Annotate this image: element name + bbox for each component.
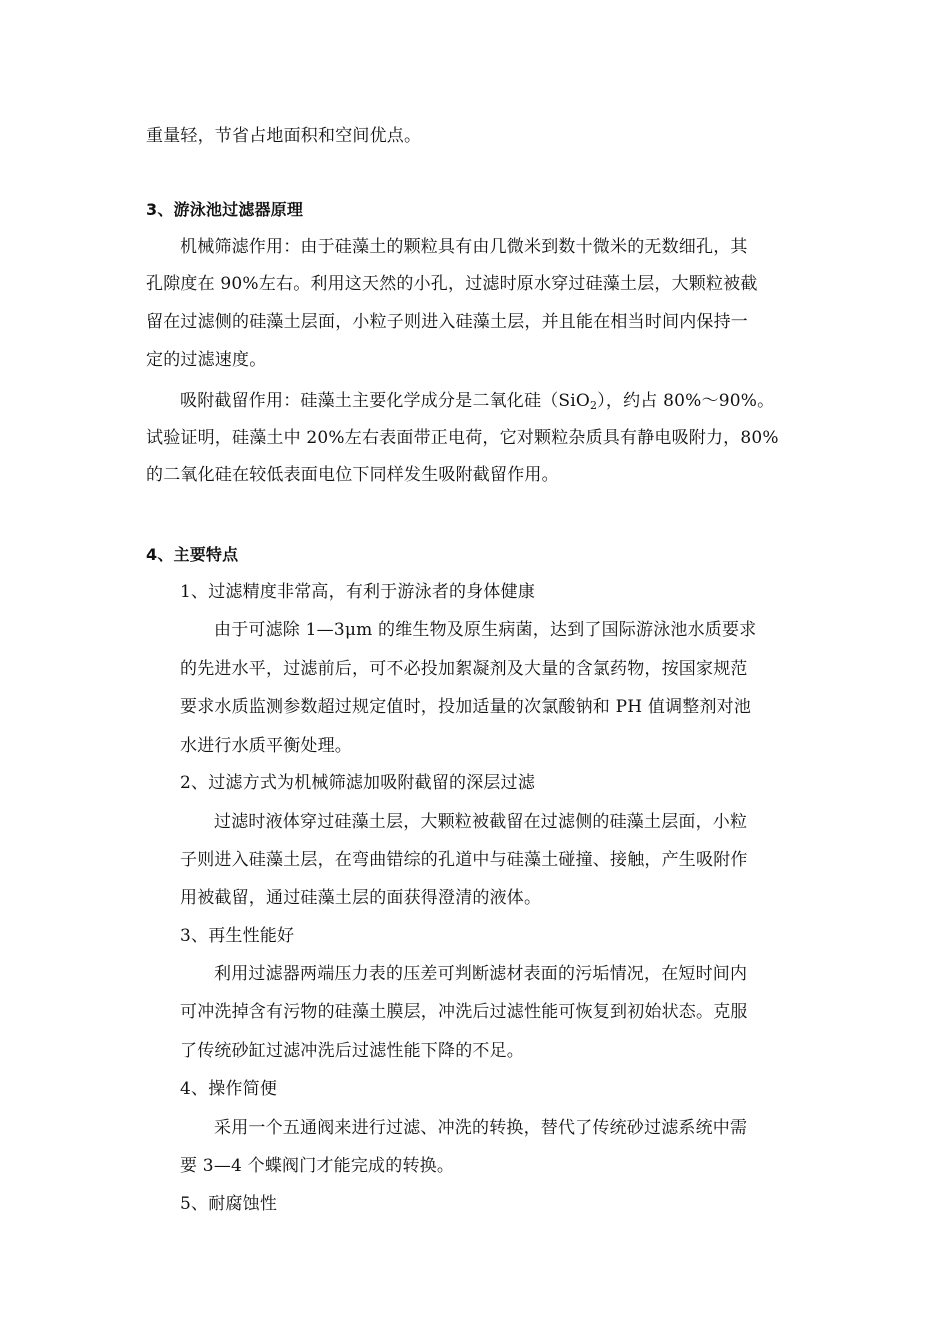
paragraph-line: 利用过滤器两端压力表的压差可判断滤材表面的污垢情况，在短时间内 — [214, 964, 748, 984]
text-fragment: ），约占 80%～90%。 — [597, 391, 775, 411]
feature-title: 2、过滤方式为机械筛滤加吸附截留的深层过滤 — [180, 773, 536, 793]
section-4-heading: 4、主要特点 — [146, 545, 239, 564]
feature-title: 4、操作简便 — [180, 1079, 278, 1099]
paragraph-line: 了传统砂缸过滤冲洗后过滤性能下降的不足。 — [180, 1041, 524, 1061]
paragraph-line-sio2 — [180, 391, 774, 411]
paragraph-line: 的二氧化硅在较低表面电位下同样发生吸附截留作用。 — [146, 465, 559, 485]
paragraph-line: 定的过滤速度。 — [146, 350, 267, 370]
paragraph-line: 用被截留，通过硅藻土层的面获得澄清的液体。 — [180, 888, 542, 908]
paragraph-line: 由于可滤除 1—3μm 的维生物及原生病菌，达到了国际游泳池水质要求 — [214, 620, 757, 640]
paragraph-line: 要 3—4 个蝶阀门才能完成的转换。 — [180, 1156, 455, 1176]
paragraph-line: 留在过滤侧的硅藻土层面，小粒子则进入硅藻土层，并且能在相当时间内保持一 — [146, 312, 748, 332]
feature-title: 1、过滤精度非常高，有利于游泳者的身体健康 — [180, 582, 536, 602]
text-fragment: 吸附截留作用：硅藻土主要化学成分是二氧化硅（SiO — [180, 391, 591, 411]
feature-title: 5、耐腐蚀性 — [180, 1194, 278, 1214]
paragraph-line: 可冲洗掉含有污物的硅藻土膜层，冲洗后过滤性能可恢复到初始状态。克服 — [180, 1002, 748, 1022]
paragraph-line: 过滤时液体穿过硅藻土层，大颗粒被截留在过滤侧的硅藻土层面，小粒 — [214, 812, 748, 832]
paragraph-line: 的先进水平，过滤前后，可不必投加絮凝剂及大量的含氯药物，按国家规范 — [180, 659, 748, 679]
paragraph-line: 采用一个五通阀来进行过滤、冲洗的转换，替代了传统砂过滤系统中需 — [214, 1118, 748, 1138]
paragraph-line: 子则进入硅藻土层，在弯曲错综的孔道中与硅藻土碰撞、接触，产生吸附作 — [180, 850, 748, 870]
section-3-heading: 3、游泳池过滤器原理 — [146, 200, 304, 219]
subscript: 2 — [590, 399, 598, 412]
intro-text: 重量轻，节省占地面积和空间优点。 — [146, 126, 422, 146]
feature-title: 3、再生性能好 — [180, 926, 295, 946]
paragraph-line: 要求水质监测参数超过规定值时，投加适量的次氯酸钠和 PH 值调整剂对池 — [180, 697, 752, 717]
paragraph-line: 试验证明，硅藻土中 20%左右表面带正电荷，它对颗粒杂质具有静电吸附力，80% — [146, 428, 779, 448]
paragraph-line: 水进行水质平衡处理。 — [180, 736, 352, 756]
paragraph-line: 孔隙度在 90%左右。利用这天然的小孔，过滤时原水穿过硅藻土层，大颗粒被截 — [146, 274, 758, 294]
paragraph-line: 机械筛滤作用：由于硅藻土的颗粒具有由几微米到数十微米的无数细孔，其 — [180, 237, 748, 257]
